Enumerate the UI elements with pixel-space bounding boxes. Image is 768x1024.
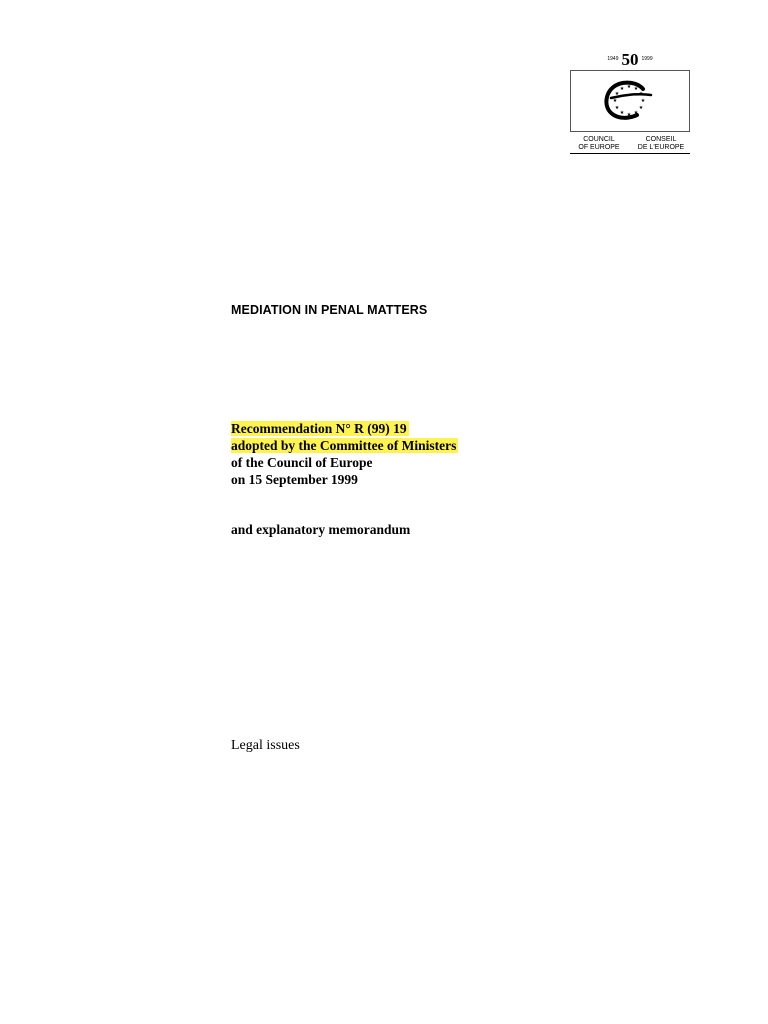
logo-caption-en [570,136,628,152]
emblem-box [570,70,690,132]
anniversary-number: 50 [621,49,639,69]
logo-en-line2: OF EUROPE [578,144,620,151]
svg-text:★: ★ [612,98,618,104]
svg-text:★: ★ [619,110,625,116]
svg-text:★: ★ [633,110,639,116]
svg-text:★: ★ [614,105,620,111]
logo-caption-fr [632,136,690,152]
adopted-by-line: adopted by the Committee of Ministers [231,438,457,453]
recommendation-block [231,420,458,488]
logo-en-line1: COUNCIL [583,136,615,143]
logo-fr-line2: DE L'EUROPE [637,144,685,151]
memorandum-line: and explanatory memorandum [231,522,411,537]
svg-text:★: ★ [614,91,620,97]
council-line: of the Council of Europe [231,455,373,470]
svg-text:★: ★ [619,86,625,92]
svg-text:★: ★ [638,105,644,111]
logo-caption [570,136,690,152]
svg-text:★: ★ [638,91,644,97]
year-end: 1999 [641,56,653,62]
council-of-europe-emblem-icon [571,71,689,131]
document-title: MEDIATION IN PENAL MATTERS [231,303,428,317]
logo-underline [570,153,690,154]
series-label: Legal issues [231,738,300,753]
recommendation-number: Recommendation N° R (99) 19 [231,421,407,436]
svg-text:★: ★ [626,84,632,90]
svg-text:★: ★ [626,112,632,118]
svg-text:★: ★ [633,86,639,92]
date-line: on 15 September 1999 [231,472,358,487]
council-of-europe-logo [568,48,692,154]
logo-fr-line1: CONSEIL [645,136,677,143]
anniversary-banner [568,48,692,70]
svg-text:★: ★ [640,98,646,104]
year-start: 1949 [607,56,619,62]
